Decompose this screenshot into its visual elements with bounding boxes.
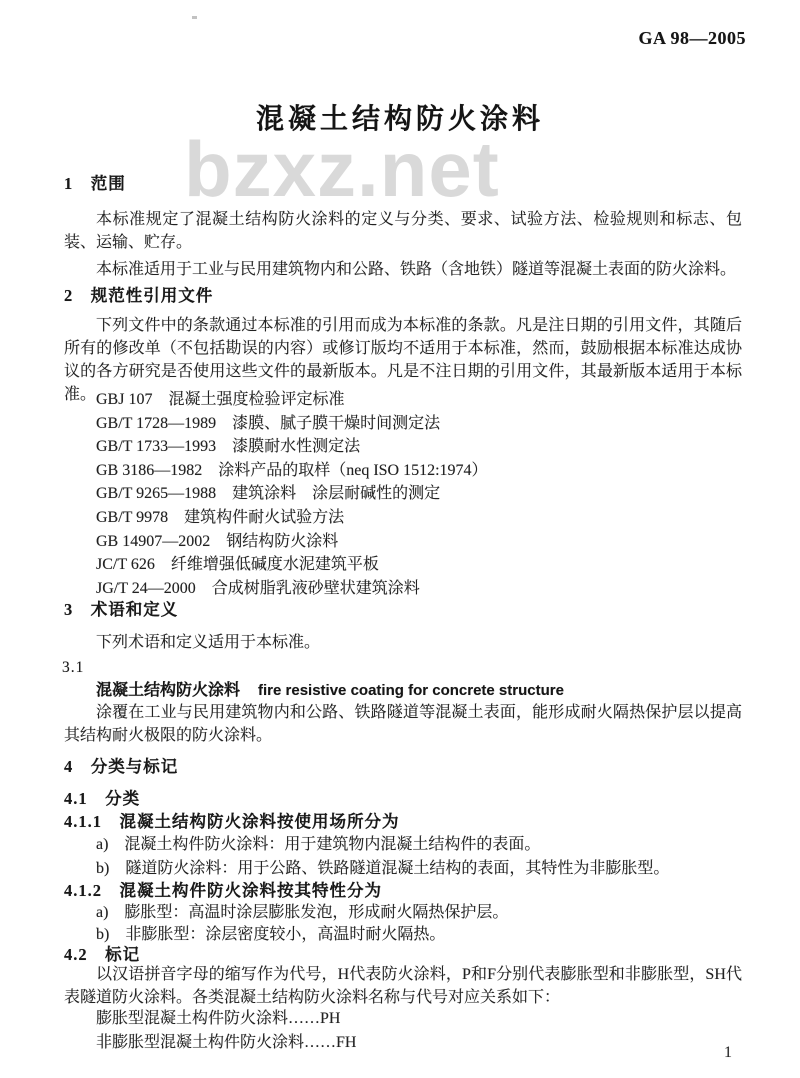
list-item-b: b) 非膨胀型：涂层密度较小，高温时耐火隔热。 xyxy=(96,926,446,943)
code-designation-fh: 非膨胀型混凝土构件防火涂料……FH xyxy=(96,1034,357,1051)
clause-4-1-2-heading: 4.1.2 混凝土构件防火涂料按其特性分为 xyxy=(64,881,382,900)
clause-2-heading: 2 规范性引用文件 xyxy=(64,286,214,305)
clause-3-heading: 3 术语和定义 xyxy=(64,600,179,619)
document-title: 混凝土结构防火涂料 xyxy=(255,104,544,135)
reference-item: GB/T 1733—1993 漆膜耐水性测定法 xyxy=(96,438,361,456)
term-definition-text: 涂覆在工业与民用建筑物内和公路、铁路隧道等混凝土表面，能形成耐火隔热保护层以提高其结构耐火极限的防火涂料。 xyxy=(64,704,742,744)
reference-item: JG/T 24—2000 合成树脂乳液砂壁状建筑涂料 xyxy=(96,579,420,597)
standard-number: GA 98—2005 xyxy=(638,28,746,48)
clause-4-heading: 4 分类与标记 xyxy=(64,757,179,776)
reference-item: JC/T 626 纤维增强低碱度水泥建筑平板 xyxy=(96,556,379,574)
term-zh: 混凝土结构防火涂料 xyxy=(96,682,241,699)
reference-item: GB/T 1728—1989 漆膜、腻子膜干燥时间测定法 xyxy=(96,414,441,432)
clause-4-2-heading: 4.2 标记 xyxy=(64,945,141,964)
term-en: fire resistive coating for concrete structure xyxy=(258,682,564,699)
reference-item: GB/T 9978 建筑构件耐火试验方法 xyxy=(96,508,345,526)
list-item-a: a) 混凝土构件防火涂料：用于建筑物内混凝土结构件的表面。 xyxy=(96,836,541,853)
clause-1-paragraph-1: 本标准规定了混凝土结构防火涂料的定义与分类、要求、试验方法、检验规则和标志、包装、运输、贮存。 xyxy=(64,211,742,251)
list-item-b: b) 隧道防火涂料：用于公路、铁路隧道混凝土结构的表面，其特性为非膨胀型。 xyxy=(96,860,670,877)
page-number: 1 xyxy=(724,1044,732,1061)
reference-item: GB 3186—1982 涂料产品的取样（neq ISO 1512:1974） xyxy=(96,461,488,479)
reference-item: GBJ 107 混凝土强度检验评定标准 xyxy=(96,391,345,408)
watermark: bzxz.net xyxy=(184,125,500,213)
normative-reference-list xyxy=(64,388,742,600)
document-body xyxy=(64,0,742,1078)
clause-1-paragraph-2: 本标准适用于工业与民用建筑物内和公路、铁路（含地铁）隧道等混凝土表面的防火涂料。 xyxy=(96,261,737,278)
clause-4-1-heading: 4.1 分类 xyxy=(64,789,141,808)
term-definition-line xyxy=(64,679,742,702)
clause-2-intro: 下列文件中的条款通过本标准的引用而成为本标准的条款。凡是注日期的引用文件，其随后所有的修改单（不包括勘误的内容）或修订版均不适用于本标准，然而，鼓励根据本标准达成协议的各方研究是否使用这些文件的最新版本。凡是不注日期的引用文件，其最新版本适用于本标准。 xyxy=(64,317,742,403)
clause-4-1-1-heading: 4.1.1 混凝土结构防火涂料按使用场所分为 xyxy=(64,812,400,831)
clause-1-heading: 1 范围 xyxy=(64,174,126,193)
reference-item: GB 14907—2002 钢结构防火涂料 xyxy=(96,532,339,550)
reference-item: GB/T 9265—1988 建筑涂料 涂层耐碱性的测定 xyxy=(96,485,441,503)
list-item-a: a) 膨胀型：高温时涂层膨胀发泡，形成耐火隔热保护层。 xyxy=(96,904,509,921)
clause-3-intro: 下列术语和定义适用于本标准。 xyxy=(96,634,321,651)
clause-4-2-paragraph: 以汉语拼音字母的缩写作为代号，H代表防火涂料，P和F分别代表膨胀型和非膨胀型，SH代表隧道防火涂料。各类混凝土结构防火涂料名称与代号对应关系如下： xyxy=(64,966,742,1006)
code-designation-ph: 膨胀型混凝土构件防火涂料……PH xyxy=(96,1010,341,1027)
clause-3-1-number: 3.1 xyxy=(62,659,85,676)
